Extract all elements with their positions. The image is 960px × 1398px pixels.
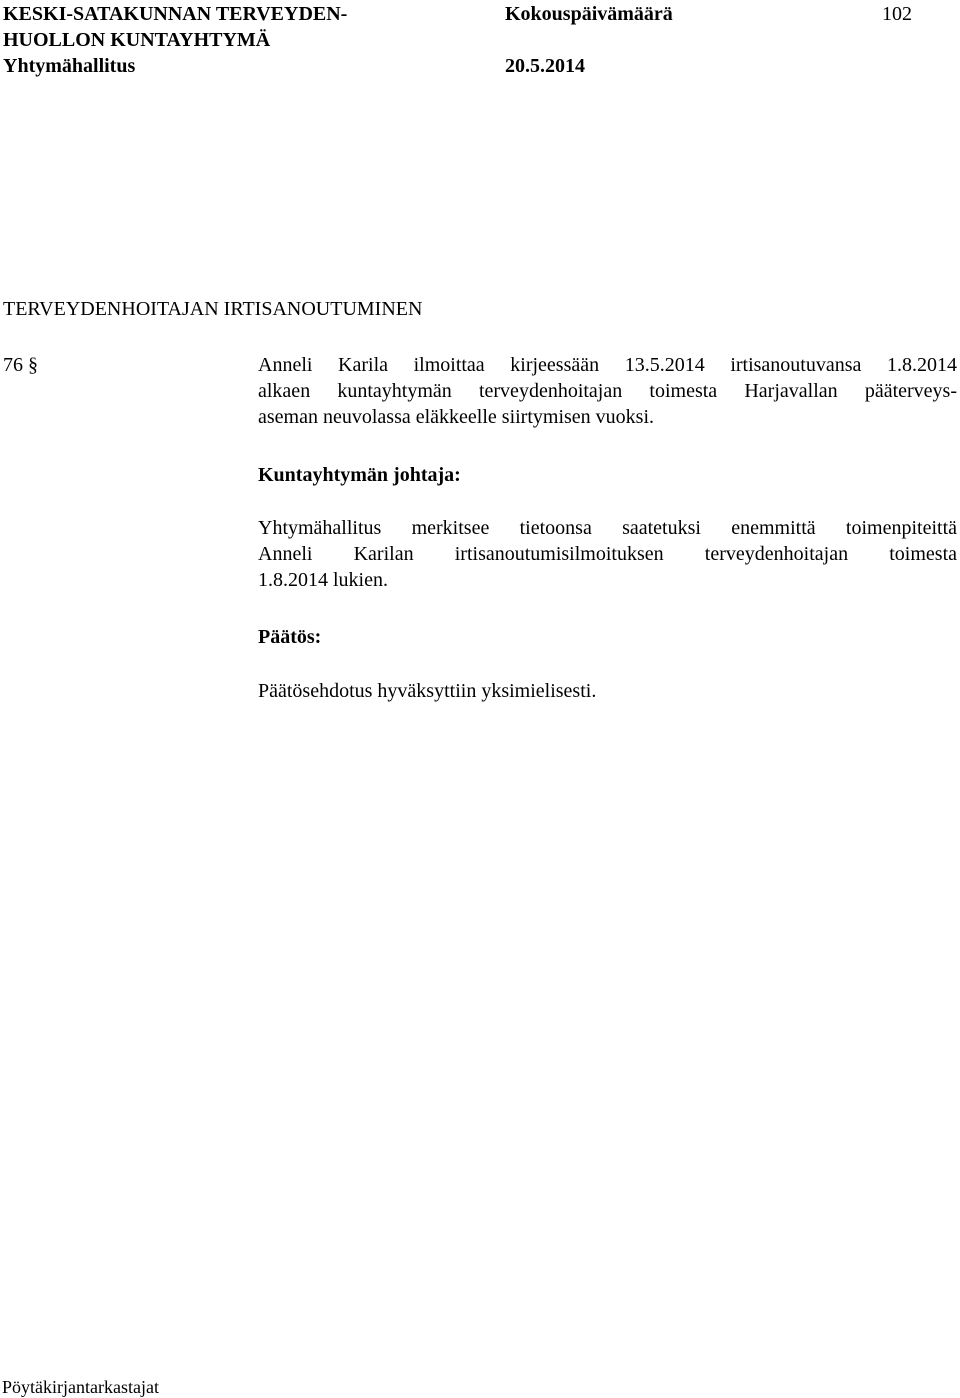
director-proposal-paragraph [258, 515, 957, 593]
section-title: TERVEYDENHOITAJAN IRTISANOUTUMINEN [3, 298, 423, 320]
organization-name-line2: HUOLLON KUNTAYHTYMÄ [3, 29, 271, 51]
paragraph-line: 1.8.2014 lukien. [258, 569, 388, 591]
decision-heading: Päätös: [258, 626, 322, 648]
decision-text: Päätösehdotus hyväksyttiin yksimielisesti. [258, 680, 597, 702]
section-number: 76 § [3, 354, 38, 376]
meeting-date-label: Kokouspäivämäärä [505, 3, 673, 25]
paragraph-line: aseman neuvolassa eläkkeelle siirtymisen vuoksi. [258, 406, 655, 428]
footer-minutes-checkers: Pöytäkirjantarkastajat [2, 1377, 159, 1397]
paragraph-line: alkaen kuntayhtymän terveydenhoitajan toimesta Harjavallan pääterveys- [258, 380, 957, 402]
proposal-paragraph [258, 352, 957, 430]
director-heading: Kuntayhtymän johtaja: [258, 464, 461, 486]
paragraph-line: Yhtymähallitus merkitsee tietoonsa saatetuksi enemmittä toimenpiteittä [258, 517, 957, 539]
page-number: 102 [882, 3, 912, 25]
board-name: Yhtymähallitus [3, 55, 136, 77]
organization-name-line1: KESKI-SATAKUNNAN TERVEYDEN- [3, 3, 348, 25]
paragraph-line: Anneli Karila ilmoittaa kirjeessään 13.5.2014 irtisanoutuvansa 1.8.2014 [258, 354, 957, 376]
paragraph-line: Anneli Karilan irtisanoutumisilmoituksen terveydenhoitajan toimesta [258, 543, 957, 565]
meeting-date-value: 20.5.2014 [505, 55, 585, 77]
